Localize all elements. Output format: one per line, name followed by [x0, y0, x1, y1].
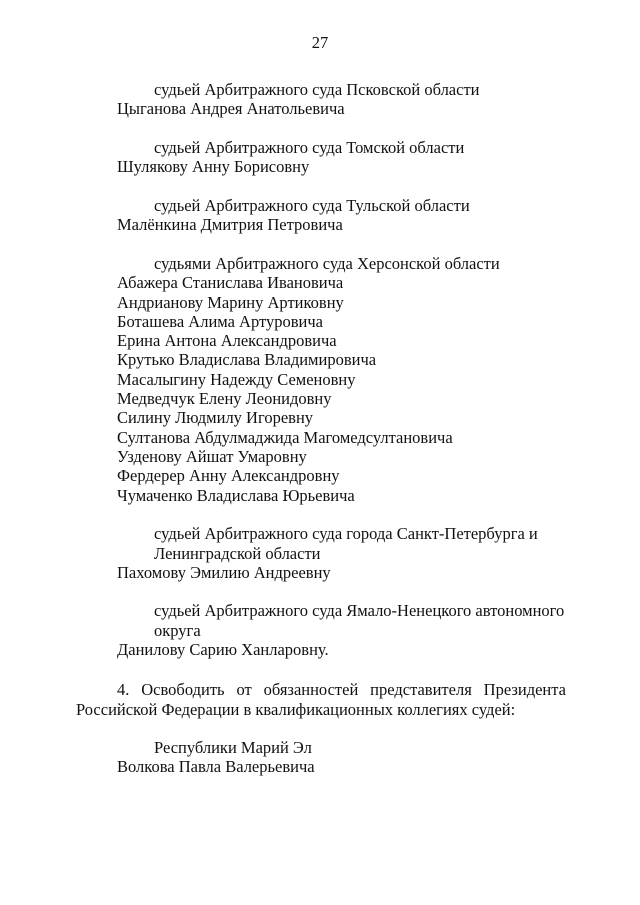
court-title: судьей Арбитражного суда Тульской области	[154, 195, 470, 215]
judge-name: Андрианову Марину Артиковну	[117, 292, 344, 312]
judge-name: Пахомову Эмилию Андреевну	[117, 562, 331, 582]
paragraph-4	[76, 680, 566, 719]
judge-name: Крутько Владислава Владимировича	[117, 350, 377, 370]
court-block-kherson	[117, 254, 567, 505]
court-block-pskov	[117, 80, 567, 119]
judge-name: Малёнкина Дмитрия Петровича	[117, 215, 343, 235]
court-block-yamal	[117, 601, 567, 659]
judge-name: Данилову Сарию Ханларовну.	[117, 640, 329, 660]
judge-name: Чумаченко Владислава Юрьевича	[117, 485, 355, 505]
representative-name: Волкова Павла Валерьевича	[117, 757, 315, 777]
court-block-spb	[117, 524, 567, 582]
court-title: судьями Арбитражного суда Херсонской области	[154, 253, 500, 273]
region-title: Республики Марий Эл	[154, 738, 312, 757]
paragraph-4-line-2: Российской Федерации в квалификационных коллегиях судей:	[76, 699, 516, 719]
judge-name: Масалыгину Надежду Семеновну	[117, 369, 356, 389]
paragraph-4-line-1: 4. Освободить от обязанностей представителя Президента	[117, 680, 566, 699]
judge-name: Боташева Алима Артуровича	[117, 311, 323, 331]
court-block-tomsk	[117, 138, 567, 177]
judge-name: Цыганова Андрея Анатольевича	[117, 99, 345, 119]
court-title: судьей Арбитражного суда Ямало-Ненецкого автономного округа	[154, 601, 565, 640]
court-block-tula	[117, 196, 567, 235]
judge-name: Султанова Абдулмаджида Магомедсултановича	[117, 427, 453, 447]
judge-name: Силину Людмилу Игоревну	[117, 408, 314, 428]
court-title: судьей Арбитражного суда Томской области	[154, 137, 465, 157]
judge-name: Абажера Станислава Ивановича	[117, 273, 344, 293]
appointments-list	[117, 80, 567, 679]
court-title: судьей Арбитражного суда Псковской области	[154, 80, 480, 99]
judge-name: Медведчук Елену Леонидовну	[117, 389, 332, 409]
judge-name: Шулякову Анну Борисовну	[117, 157, 310, 177]
judge-name: Узденову Айшат Умаровну	[117, 446, 307, 466]
judge-name: Ерина Антона Александровича	[117, 331, 337, 351]
final-block	[117, 738, 567, 777]
judge-name: Фердерер Анну Александровну	[117, 466, 340, 486]
court-title: судьей Арбитражного суда города Санкт-Петербурга и Ленинградской области	[154, 524, 538, 563]
page-number: 27	[311, 33, 329, 52]
